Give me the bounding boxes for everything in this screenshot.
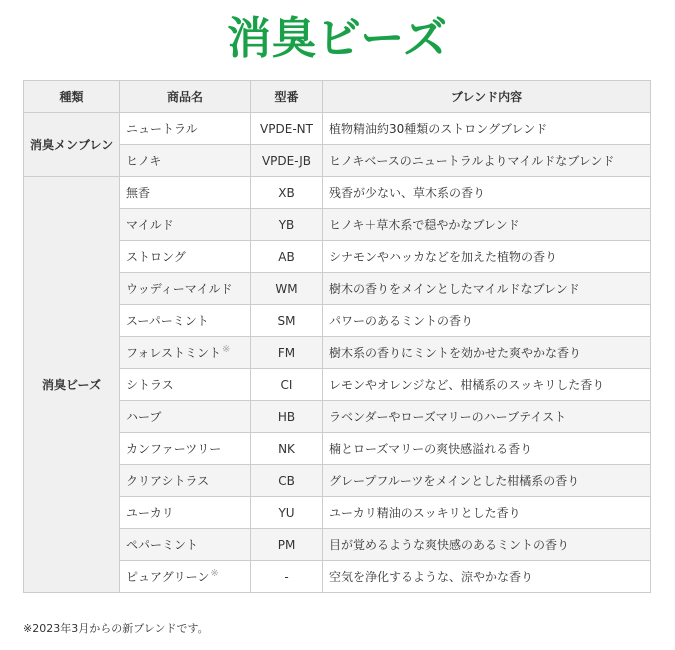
blend-description-cell: 樹木の香りをメインとしたマイルドなブレンド	[323, 273, 651, 305]
model-cell: YB	[251, 209, 323, 241]
model-cell: CB	[251, 465, 323, 497]
product-name: フォレストミント	[126, 346, 222, 360]
product-name-cell	[120, 305, 251, 337]
new-blend-note-mark: ※	[210, 568, 219, 579]
product-name-cell	[120, 273, 251, 305]
product-name-cell	[120, 401, 251, 433]
product-name: シトラス	[126, 378, 174, 392]
blend-description-cell: パワーのあるミントの香り	[323, 305, 651, 337]
product-name: ストロング	[126, 250, 186, 264]
product-name: ピュアグリーン	[126, 570, 210, 584]
model-cell: NK	[251, 433, 323, 465]
product-name: マイルド	[126, 218, 174, 232]
blend-description-cell: ヒノキ＋草木系で穏やかなブレンド	[323, 209, 651, 241]
table-body	[24, 113, 651, 593]
product-name-cell	[120, 465, 251, 497]
model-cell: CI	[251, 369, 323, 401]
model-cell: HB	[251, 401, 323, 433]
product-name-cell	[120, 209, 251, 241]
product-name-cell	[120, 241, 251, 273]
product-name: 無香	[126, 186, 151, 200]
blend-description-cell: 残香が少ない、草木系の香り	[323, 177, 651, 209]
page-title: 消臭ビーズ	[226, 13, 449, 64]
header-blend: ブレンド内容	[323, 81, 651, 113]
blend-description-cell: 空気を浄化するような、涼やかな香り	[323, 561, 651, 593]
category-cell: 消臭メンブレン	[24, 113, 120, 177]
blend-description-cell: 樹木系の香りにミントを効かせた爽やかな香り	[323, 337, 651, 369]
product-name-cell	[120, 497, 251, 529]
blend-description-cell: レモンやオレンジなど、柑橘系のスッキリした香り	[323, 369, 651, 401]
model-cell: PM	[251, 529, 323, 561]
model-cell: FM	[251, 337, 323, 369]
product-name: クリアシトラス	[126, 474, 210, 488]
header-model: 型番	[251, 81, 323, 113]
product-name-cell	[120, 433, 251, 465]
blend-description-cell: 植物精油約30種類のストロングブレンド	[323, 113, 651, 145]
new-blend-note-mark: ※	[222, 344, 231, 355]
product-name-cell	[120, 337, 251, 369]
header-product-name: 商品名	[120, 81, 251, 113]
model-cell: -	[251, 561, 323, 593]
product-name-cell	[120, 177, 251, 209]
model-cell: YU	[251, 497, 323, 529]
blend-description-cell: 目が覚めるような爽快感のあるミントの香り	[323, 529, 651, 561]
product-name-cell	[120, 529, 251, 561]
product-table	[23, 80, 651, 593]
product-name: カンファーツリー	[126, 442, 222, 456]
product-name: ウッディーマイルド	[126, 282, 233, 296]
product-name-cell	[120, 145, 251, 177]
product-name: ハーブ	[126, 410, 162, 424]
table-row	[24, 113, 651, 145]
blend-description-cell: ユーカリ精油のスッキリとした香り	[323, 497, 651, 529]
product-name: スーパーミント	[126, 314, 209, 328]
model-cell: SM	[251, 305, 323, 337]
header-type: 種類	[24, 81, 120, 113]
table-row	[24, 177, 651, 209]
product-name: ユーカリ	[126, 506, 174, 520]
category-cell: 消臭ビーズ	[24, 177, 120, 593]
footnote: ※2023年3月からの新ブレンドです。	[23, 622, 209, 635]
product-name-cell	[120, 369, 251, 401]
blend-description-cell: グレープフルーツをメインとした柑橘系の香り	[323, 465, 651, 497]
product-name: ヒノキ	[126, 154, 162, 168]
model-cell: WM	[251, 273, 323, 305]
model-cell: VPDE-NT	[251, 113, 323, 145]
product-name-cell	[120, 561, 251, 593]
model-cell: AB	[251, 241, 323, 273]
table-header-row	[24, 81, 651, 113]
product-name: ニュートラル	[126, 122, 198, 136]
product-name-cell	[120, 113, 251, 145]
model-cell: VPDE-JB	[251, 145, 323, 177]
blend-description-cell: シナモンやハッカなどを加えた植物の香り	[323, 241, 651, 273]
product-name: ペパーミント	[126, 538, 199, 552]
blend-description-cell: ヒノキベースのニュートラルよりマイルドなブレンド	[323, 145, 651, 177]
blend-description-cell: 楠とローズマリーの爽快感溢れる香り	[323, 433, 651, 465]
model-cell: XB	[251, 177, 323, 209]
blend-description-cell: ラベンダーやローズマリーのハーブテイスト	[323, 401, 651, 433]
